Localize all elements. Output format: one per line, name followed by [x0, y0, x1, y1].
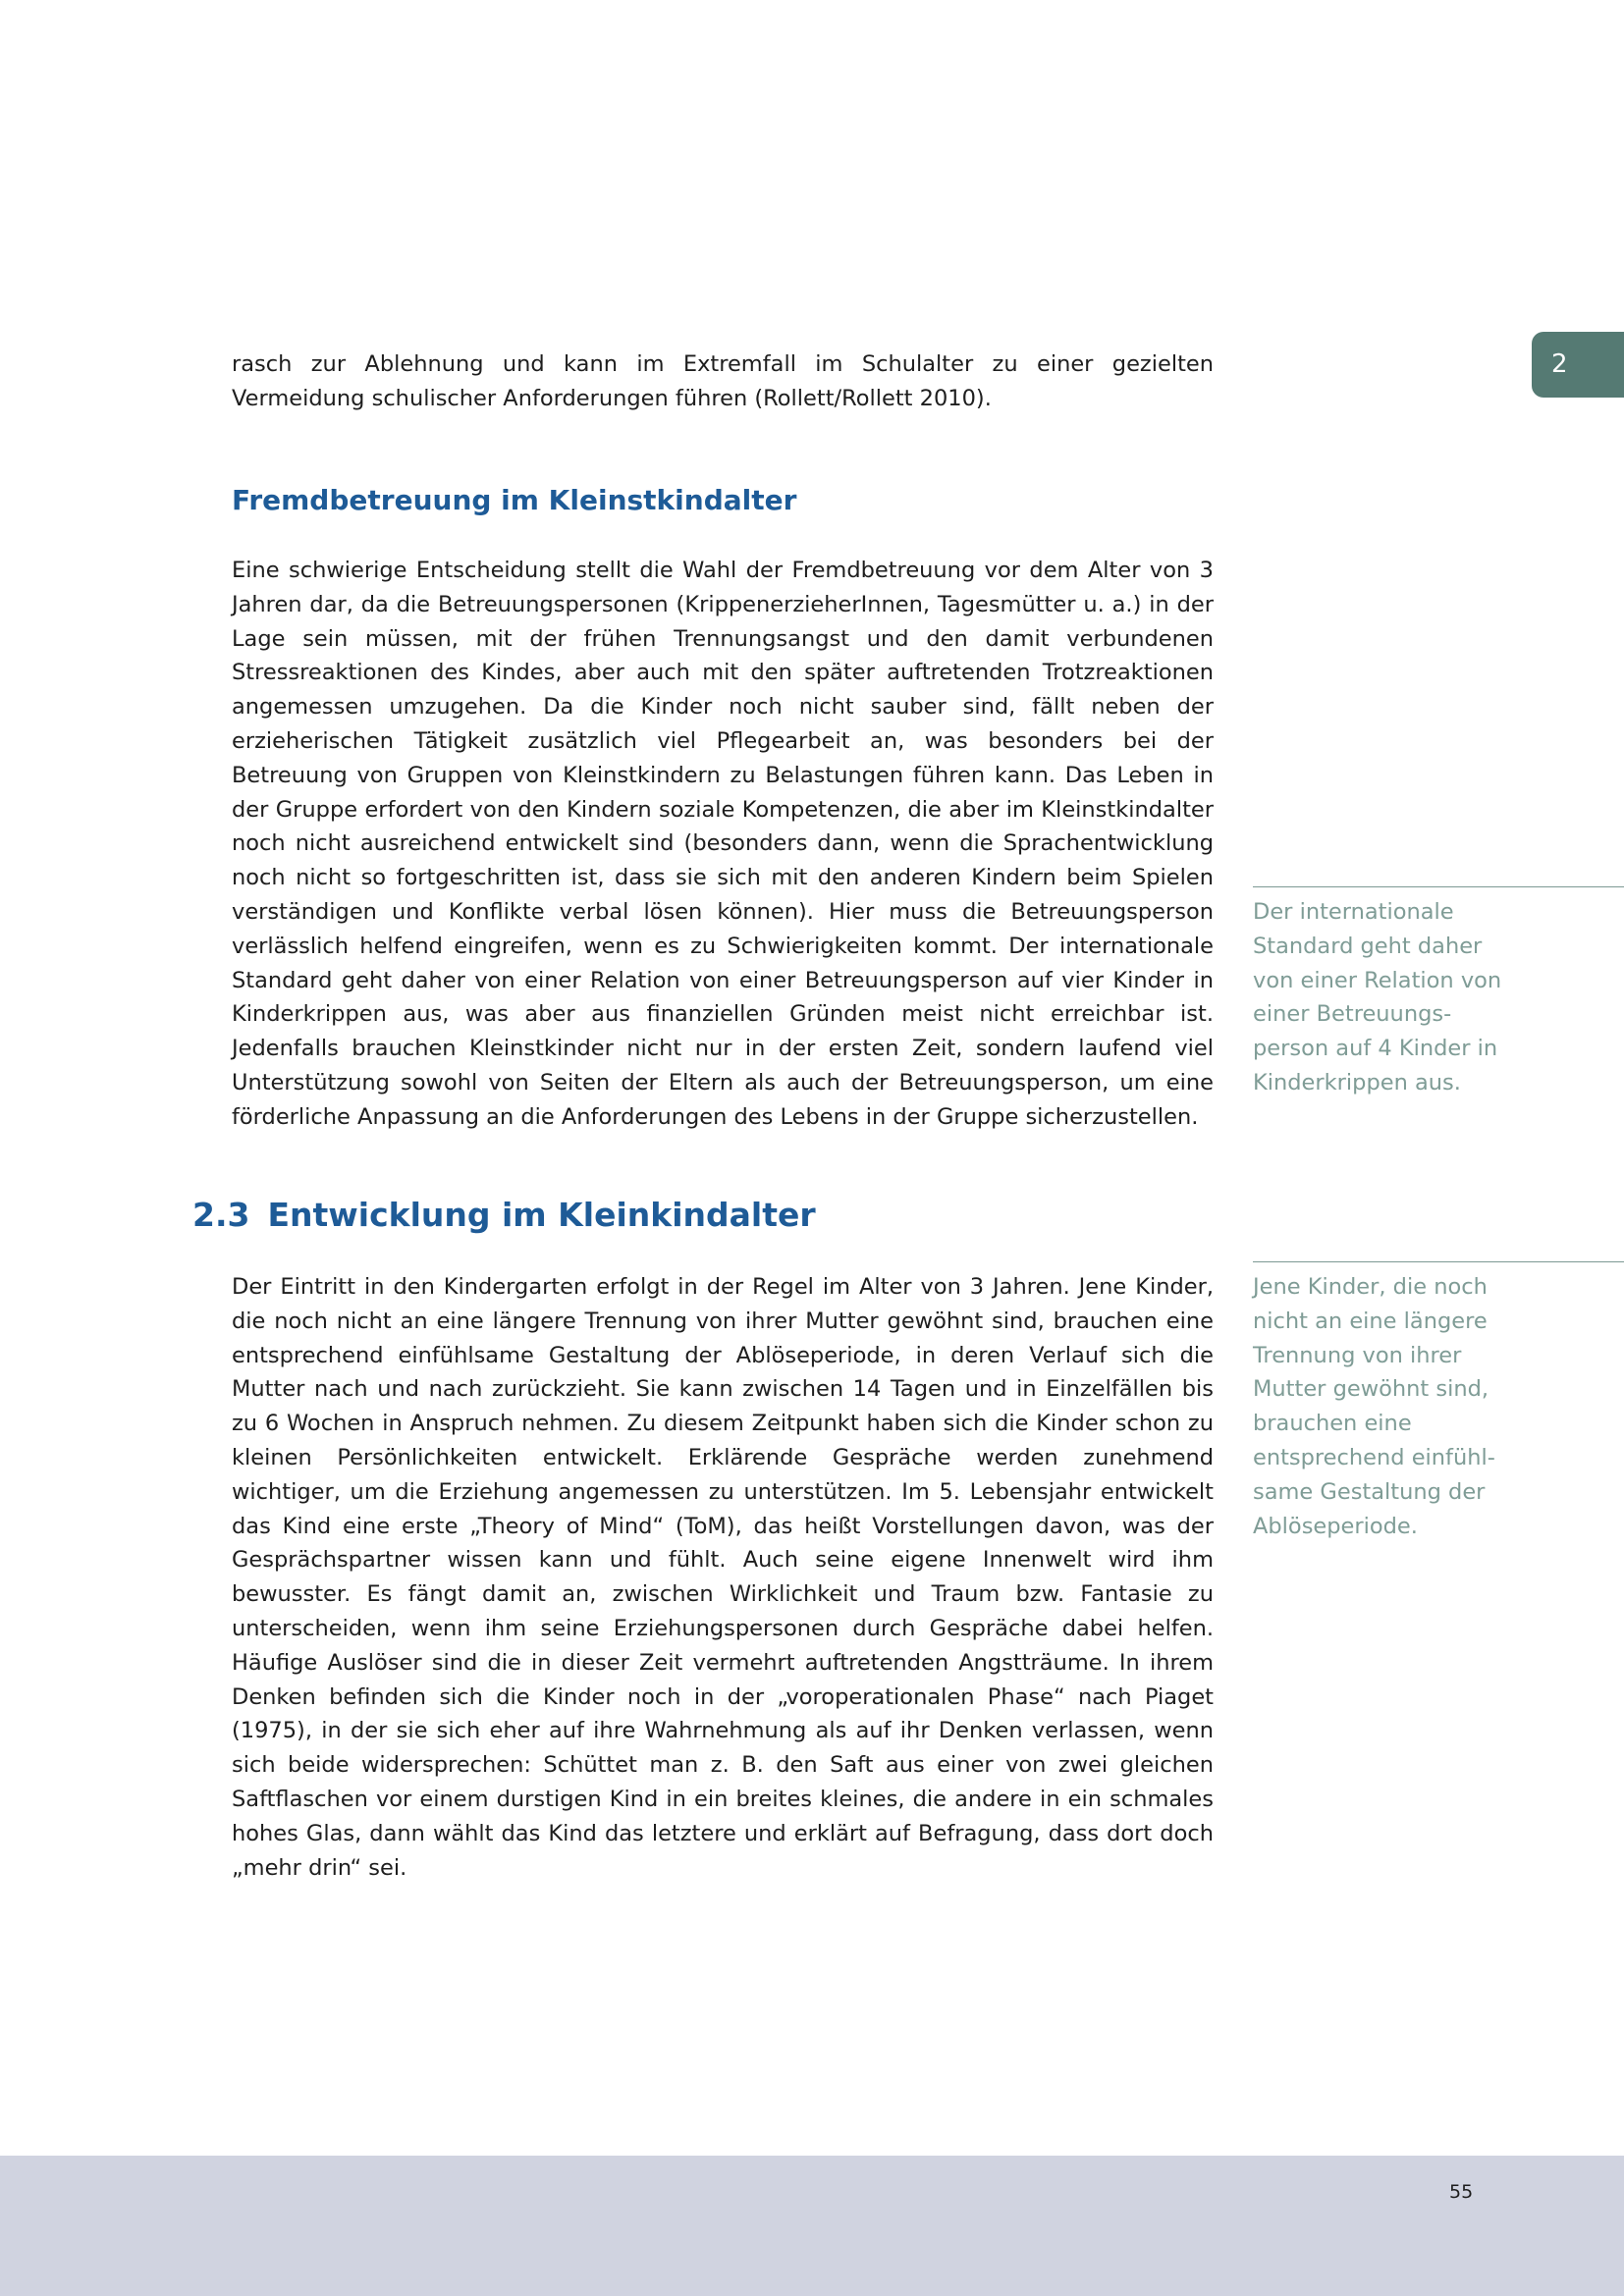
subsection-paragraph: Eine schwierige Entscheidung stellt die Wahl der Fremdbetreuung vor dem Alter von 3 Jahren dar, da die Betreuungspersonen (KrippenerzieherInnen, Tagesmütter u. a.) in der Lage sein müssen, mit der frühen Trennungsangst und den damit verbundenen Stressreaktionen des Kindes, aber auch mit den später auftretenden Trotzreaktionen angemessen umzugehen. Da die Kinder noch nicht sauber sind, fällt neben der erzieherischen Tätigkeit zusätzlich viel Pflegearbeit an, was besonders bei der Betreuung von Gruppen von Kleinstkindern zu Belastungen führen kann. Das Leben in der Gruppe erfordert von den Kindern soziale Kompetenzen, die aber im Kleinstkindalter noch nicht ausreichend entwickelt sind (besonders dann, wenn die Sprachentwicklung noch nicht so fortgeschritten ist, dass sie sich mit den anderen Kindern beim Spielen verständigen und Konflikte verbal lösen können). Hier muss die Betreuungsperson verlässlich helfend eingreifen, wenn es zu Schwierigkeiten kommt. Der internationale Standard geht daher von einer Relation von einer Betreuungsperson auf vier Kinder in Kinderkrippen aus, was aber aus finanziellen Gründen meist nicht erreichbar ist. Jedenfalls brauchen Kleinstkinder nicht nur in der ersten Zeit, sondern laufend viel Unterstützung sowohl von Seiten der Eltern als auch der Betreuungsperson, um eine förderliche Anpassung an die Anforderungen des Lebens in der Gruppe sicherzustellen. [232, 558, 1214, 1130]
margin-note-separation: Jene Kinder, die noch nicht an eine längere Trennung von ihrer Mutter gewöhnt sind, brauchen eine entsprechend einfühlsame Gestaltung der Ablöseperiode. [1253, 1274, 1495, 1539]
section-title: Entwicklung im Kleinkindalter [267, 1196, 816, 1234]
subsection-title: Fremdbetreuung im Kleinstkindalter [232, 484, 797, 516]
margin-note-rule [1253, 886, 1624, 887]
margin-note-rule [1253, 1261, 1624, 1262]
section-heading [192, 1193, 816, 1238]
footer-band [0, 2156, 1624, 2296]
section-number: 2.3 [192, 1196, 250, 1234]
margin-note-standard: Der internationale Standard geht daher von einer Relation von einer Betreuungsperson auf 4 Kinder in Kinderkrippen aus. [1253, 899, 1502, 1095]
chapter-tab: 2 [1532, 332, 1624, 398]
page-number: 55 [1449, 2181, 1474, 2203]
section-paragraph: Der Eintritt in den Kindergarten erfolgt in der Regel im Alter von 3 Jahren. Jene Kinder, die noch nicht an eine längere Trennung von ihrer Mutter gewöhnt sind, brauchen eine entsprechend einfühlsame Gestaltung der Ablöseperiode, in deren Verlauf sich die Mutter nach und nach zurückzieht. Sie kann zwischen 14 Tagen und in Einzelfällen bis zu 6 Wochen in Anspruch nehmen. Zu diesem Zeitpunkt haben sich die Kinder schon zu kleinen Persönlichkeiten entwickelt. Erklärende Gespräche werden zunehmend wichtiger, um die Erziehung angemessen zu unterstützen. Im 5. Lebensjahr entwickelt das Kind eine erste „Theory of Mind“ (ToM), das heißt Vorstellungen davon, was der Gesprächspartner wissen kann und fühlt. Auch seine eigene Innenwelt wird ihm bewusster. Es fängt damit an, zwischen Wirklichkeit und Traum bzw. Fantasie zu unterscheiden, wenn ihm seine Erziehungspersonen durch Gespräche dabei helfen. Häufige Auslöser sind die in dieser Zeit vermehrt auftretenden Angstträume. In ihrem Denken befinden sich die Kinder noch in der „voroperationalen Phase“ nach Piaget (1975), in der sie sich eher auf ihre Wahrnehmung als auf ihr Denken verlassen, wenn sich beide widersprechen: Schüttet man z. B. den Saft aus einer von zwei gleichen Saftflaschen vor einem durstigen Kind in ein breites kleines, die andere in ein schmales hohes Glas, dann wählt das Kind das letztere und erklärt auf Befragung, dass dort doch „mehr drin“ sei. [232, 1274, 1214, 1881]
intro-paragraph: rasch zur Ablehnung und kann im Extremfall im Schulalter zu einer gezielten Vermeidung schulischer Anforderungen führen (Rollett/Rollett 2010). [232, 351, 1214, 411]
